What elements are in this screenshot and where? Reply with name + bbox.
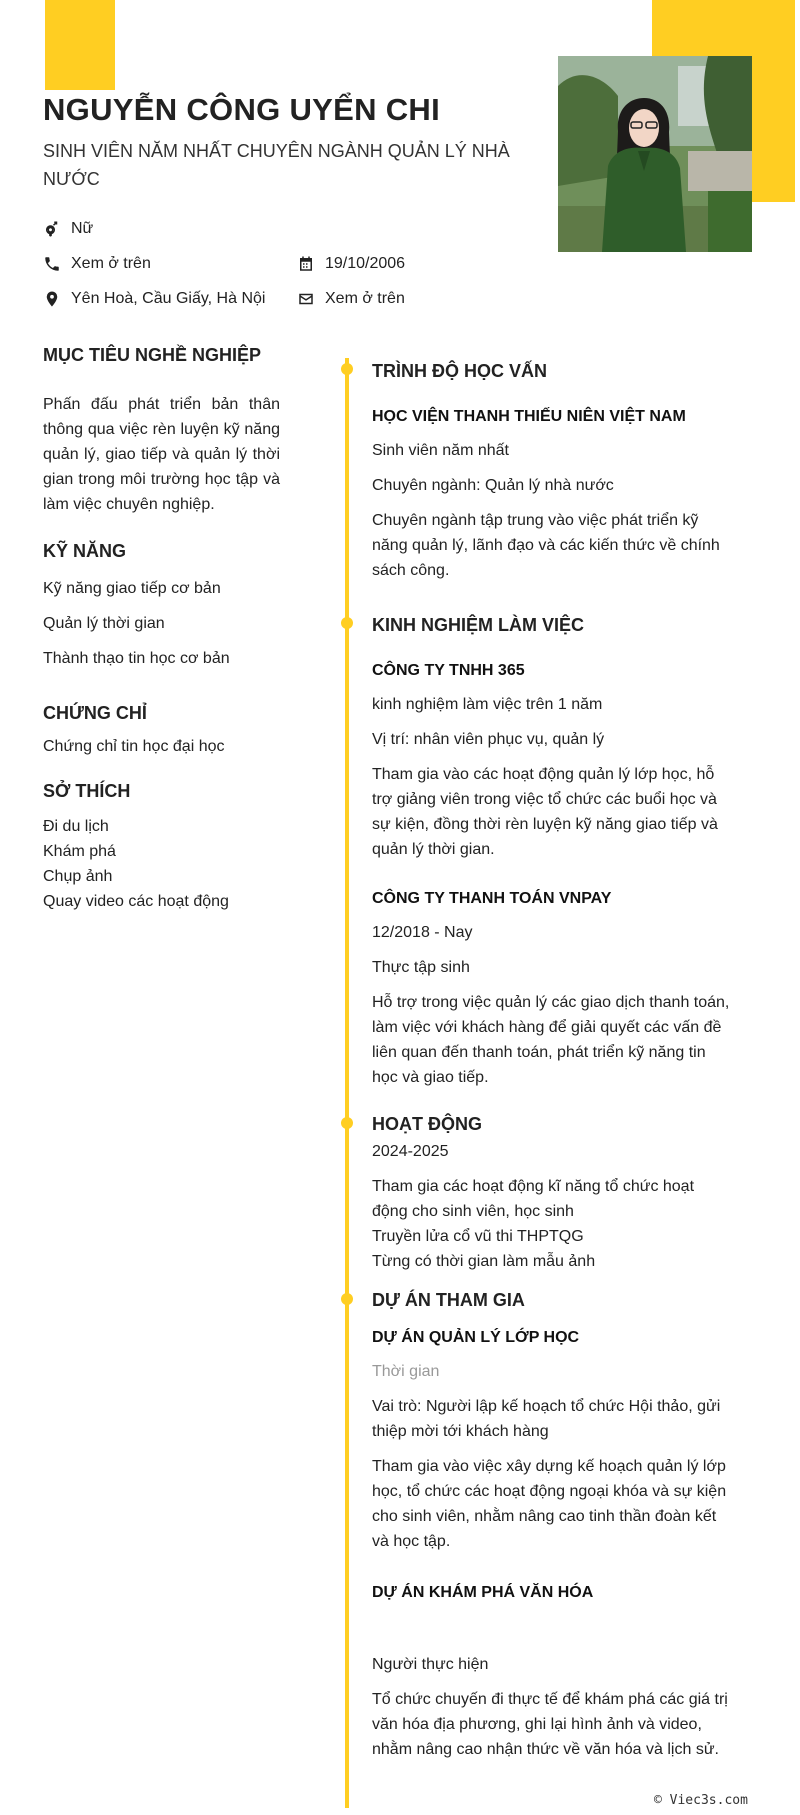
skills-title: KỸ NĂNG: [43, 541, 127, 561]
certs-title: CHỨNG CHỈ: [43, 703, 147, 723]
candidate-subtitle: SINH VIÊN NĂM NHẤT CHUYÊN NGÀNH QUẢN LÝ NHÀ NƯỚC: [43, 141, 510, 189]
activity-item: Từng có thời gian làm mẫu ảnh: [372, 1253, 596, 1270]
activities-title: HOẠT ĐỘNG: [372, 1114, 482, 1134]
gender-value: Nữ: [71, 220, 94, 237]
gender-icon: [43, 220, 61, 238]
phone-icon: [43, 255, 61, 273]
accent-block-left: [45, 0, 115, 90]
activity-item: Truyền lửa cổ vũ thi THPTQG: [372, 1228, 584, 1245]
watermark: © Viec3s.com: [654, 1793, 748, 1808]
job-description: Hỗ trợ trong việc quản lý các giao dịch thanh toán, làm việc với khách hàng để giải quyết các vấn đề liên quan đến thanh toán, phát triển kỹ năng tin học và giao tiếp.: [372, 994, 730, 1086]
birthday-value: 19/10/2006: [325, 255, 406, 272]
hobby-item: Khám phá: [43, 843, 116, 860]
company-name: CÔNG TY TNHH 365: [372, 662, 525, 679]
project-name: DỰ ÁN KHÁM PHÁ VĂN HÓA: [372, 1584, 594, 1601]
experience-section: [372, 615, 732, 1090]
address-info: [43, 290, 265, 308]
timeline-dot: [341, 363, 353, 375]
experience-title: KINH NGHIỆM LÀM VIỆC: [372, 615, 585, 635]
objective-title: MỤC TIÊU NGHỀ NGHIỆP: [43, 345, 262, 365]
cert-item: Chứng chỉ tin học đại học: [43, 738, 225, 755]
project-description: Tham gia vào việc xây dựng kế hoạch quản lý lớp học, tổ chức các hoạt động ngoại khóa và sự kiện cho sinh viên, nhằm nâng cao tinh thần đoàn kết và học tập.: [372, 1458, 727, 1550]
activity-item: Tham gia các hoạt động kĩ năng tổ chức hoạt động cho sinh viên, học sinh: [372, 1178, 695, 1220]
job-position: Thực tập sinh: [372, 959, 470, 976]
education-description: Chuyên ngành tập trung vào việc phát triển kỹ năng quản lý, lãnh đạo và các kiến thức về chính sách công.: [372, 512, 720, 579]
project-description: Tổ chức chuyến đi thực tế để khám phá các giá trị văn hóa địa phương, ghi lại hình ảnh và video, nhằm nâng cao nhận thức về văn hóa và lịch sử.: [372, 1691, 728, 1758]
address-value: Yên Hoà, Cầu Giấy, Hà Nội: [71, 290, 266, 307]
timeline-dot: [341, 1117, 353, 1129]
email-info: [297, 290, 405, 308]
gender-info: [43, 220, 93, 238]
job-position: Vị trí: nhân viên phục vụ, quản lý: [372, 731, 605, 748]
education-status: Sinh viên năm nhất: [372, 442, 509, 459]
skill-item: Quản lý thời gian: [43, 615, 165, 632]
hobbies-title: SỞ THÍCH: [43, 781, 131, 801]
timeline-line: [345, 358, 349, 1808]
objective-text: Phấn đấu phát triển bản thân thông qua việc rèn luyện kỹ năng quản lý, giao tiếp và quản lý thời gian trong môi trường học tập và làm việc chuyên nghiệp.: [43, 396, 280, 513]
birthday-info: [297, 255, 405, 273]
education-major: Chuyên ngành: Quản lý nhà nước: [372, 477, 614, 494]
hobby-item: Quay video các hoạt động: [43, 893, 229, 910]
hobbies-list: [43, 814, 280, 914]
project-name: DỰ ÁN QUẢN LÝ LỚP HỌC: [372, 1329, 580, 1346]
job-duration: kinh nghiệm làm việc trên 1 năm: [372, 696, 603, 713]
left-column: [43, 345, 280, 914]
projects-title: DỰ ÁN THAM GIA: [372, 1290, 525, 1310]
email-value: Xem ở trên: [325, 290, 405, 307]
location-icon: [43, 290, 61, 308]
project-time: Thời gian: [372, 1363, 440, 1380]
education-title: TRÌNH ĐỘ HỌC VẤN: [372, 361, 547, 381]
school-name: HỌC VIỆN THANH THIẾU NIÊN VIỆT NAM: [372, 408, 686, 425]
hobby-item: Đi du lịch: [43, 818, 109, 835]
email-icon: [297, 290, 315, 308]
activities-section: [372, 1114, 732, 1274]
projects-section: [372, 1290, 732, 1762]
job-duration: 12/2018 - Nay: [372, 924, 473, 941]
skills-list: [43, 576, 280, 671]
job-description: Tham gia vào các hoạt động quản lý lớp học, hỗ trợ giảng viên trong việc tổ chức các buổi học và sự kiện, đồng thời rèn luyện kỹ năng giao tiếp và quản lý thời gian.: [372, 766, 718, 858]
activities-period: 2024-2025: [372, 1143, 449, 1160]
phone-value: Xem ở trên: [71, 255, 151, 272]
skill-item: Thành thạo tin học cơ bản: [43, 650, 230, 667]
company-name: CÔNG TY THANH TOÁN VNPAY: [372, 890, 612, 907]
profile-photo: [558, 56, 752, 252]
candidate-name: NGUYỄN CÔNG UYỂN CHI: [43, 92, 440, 127]
calendar-icon: [297, 255, 315, 273]
skill-item: Kỹ năng giao tiếp cơ bản: [43, 580, 221, 597]
timeline-dot: [341, 1293, 353, 1305]
hobby-item: Chụp ảnh: [43, 868, 113, 885]
phone-info: [43, 255, 151, 273]
project-role: Người thực hiện: [372, 1656, 489, 1673]
project-role: Vai trò: Người lập kế hoạch tổ chức Hội thảo, gửi thiệp mời tới khách hàng: [372, 1398, 721, 1440]
timeline-dot: [341, 617, 353, 629]
education-section: [372, 361, 732, 583]
